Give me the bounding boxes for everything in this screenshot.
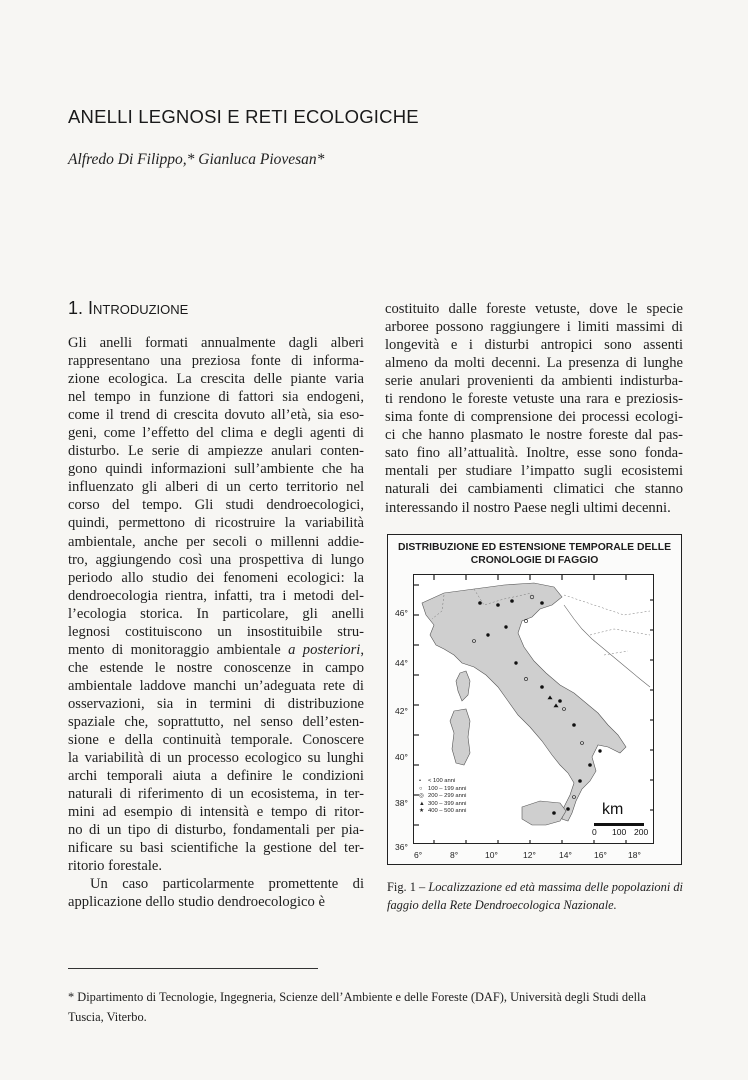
figure-title-line-2: CRONOLOGIE DI FAGGIO	[470, 555, 599, 566]
body-line: longevità e i disturbi antropici sono assenti	[385, 337, 683, 354]
figure-caption	[387, 878, 687, 914]
body-line: interessando il nostro Paese negli ultimi decenni.	[385, 499, 671, 516]
legend-entry: 200 – 299 anni	[428, 793, 467, 800]
body-line: osservazioni, sia in termini di distribuzione	[68, 695, 364, 712]
article-title: ANELLI LEGNOSI E RETI ECOLOGICHE	[68, 106, 419, 127]
lon-label: 8°	[450, 850, 459, 860]
body-line: zione ecologica. La crescita delle piante varia	[68, 371, 364, 388]
body-line: dendroecologia rientra, infatti, tra i metodi del-	[68, 587, 364, 604]
body-line: nel tempo in funzione di fattori sia endogeni,	[68, 389, 364, 406]
caption-text: Localizzazione ed età massima delle popolazioni di faggio della Rete Dendroecologica Nazionale.	[387, 880, 683, 912]
body-line: mentali per studiare l’impatto sugli ecosistemi	[385, 463, 683, 480]
body-line: Gli anelli formati annualmente dagli alberi	[68, 335, 364, 351]
body-line: spaziale che, soprattutto, nel senso dell’esten-	[68, 713, 364, 730]
scale-bar-line	[594, 823, 644, 826]
body-line: geni, come l’effetto del clima e degli agenti di	[68, 425, 364, 442]
body-line: ambientale, anche per secoli o millenni addie-	[68, 533, 364, 550]
lat-label: 44°	[395, 658, 408, 668]
corsica-landmass	[456, 671, 470, 701]
body-column-right	[385, 300, 683, 517]
body-line: periodo allo studio dei fenomeni ecologici: la	[68, 569, 364, 586]
lat-label: 46°	[395, 608, 408, 618]
body-line: la variabilità di un processo ecologico su lunghi	[68, 750, 364, 767]
lon-label: 14°	[559, 850, 572, 860]
body-line: disturbo. Le serie di ampiezze anulari conten-	[68, 443, 364, 460]
circle-icon: ○	[419, 785, 423, 792]
body-line: sima fonte di comprensione dei processi ecologi-	[385, 409, 683, 426]
body-line: Un caso particolarmente promettente di	[90, 876, 364, 893]
map-legend	[419, 778, 466, 816]
body-line: ci che hanno plasmato le nostre foreste dal pas-	[385, 427, 683, 444]
legend-entry: 400 – 500 anni	[428, 808, 467, 815]
body-line: ti rendono le foreste vetuste una rara e preziosis-	[385, 391, 683, 408]
body-line: nificare su basi scientifiche la gestione del ter-	[68, 840, 364, 857]
legend-entry: 100 – 199 anni	[428, 785, 467, 792]
body-line: gono quindi informazioni sull’ambiente che ha	[68, 461, 364, 478]
figure-title	[388, 541, 681, 567]
body-line: corso del tempo. Gli studi dendroecologici,	[68, 497, 364, 514]
body-line: mento di monitoraggio ambientale a posteriori,	[68, 641, 364, 658]
body-column-left	[68, 334, 364, 912]
footnote-divider	[68, 968, 318, 969]
scale-tick: 200	[634, 827, 649, 837]
footnote: * Dipartimento di Tecnologie, Ingegneria, Scienze dell’Ambiente e delle Foreste (DAF), Università degli Studi della Tuscia, Viterbo.	[68, 990, 647, 1024]
scale-tick: 0	[592, 827, 597, 837]
body-line: rappresentano una preziosa fonte di informa-	[68, 353, 364, 370]
lon-label: 16°	[594, 850, 607, 860]
section-heading: 1. Introduzione	[68, 298, 189, 318]
body-line: sione e della continuità temporale. Conoscere	[68, 732, 364, 749]
lat-label: 40°	[395, 752, 408, 762]
body-line: ritorio forestale.	[68, 858, 163, 875]
sardinia-landmass	[450, 709, 470, 765]
body-line: quindi, permettono di ricostruire la variabilità	[68, 515, 364, 532]
body-line: tro, aggiungendo così una prospettiva di lungo	[68, 551, 364, 568]
body-line: influenzato gli alberi di un certo territorio nel	[68, 479, 364, 496]
body-line: naturali dei cambiamenti climatici che stanno	[385, 481, 683, 498]
body-line: naturali di riferimento di un ecosistema, in ter-	[68, 786, 364, 803]
body-line: ambientale laddove manchi un’adeguata rete di	[68, 677, 364, 694]
body-line: archi temporali aiuta a definire le condizioni	[68, 768, 364, 785]
body-line: come il trend di crescita dovuto all’età, sia eso-	[68, 407, 364, 424]
lat-label: 42°	[395, 706, 408, 716]
lon-label: 12°	[523, 850, 536, 860]
triangle-icon: ▲	[419, 800, 425, 807]
scale-tick: 100	[612, 827, 627, 837]
body-line: che estende le nostre conoscenze in campo	[68, 659, 364, 676]
caption-prefix: Fig. 1 –	[387, 880, 429, 894]
body-line: sato fino all’attualità. Inoltre, esse sono fonda-	[385, 445, 683, 462]
body-line: serie anulari provenienti da ambienti indisturba-	[385, 373, 683, 390]
body-line: arboree possono raggiungere i limiti massimi di	[385, 319, 683, 336]
legend-entry: 300 – 399 anni	[428, 800, 467, 807]
scale-unit: km	[602, 801, 624, 818]
body-line: applicazione dello studio dendroecologico è	[68, 894, 325, 911]
lon-label: 18°	[628, 850, 641, 860]
body-line: legnosi costituiscono un insostituibile stru-	[68, 623, 364, 640]
ring-icon: ◎	[419, 793, 425, 800]
body-line: costituito dalle foreste vetuste, dove le specie	[385, 301, 683, 317]
star-icon: ★	[419, 808, 425, 815]
dot-icon: •	[419, 778, 422, 784]
legend-entry: < 100 anni	[428, 778, 456, 784]
sicily-landmass	[522, 801, 566, 825]
body-line: l’ecologia storica. In particolare, gli anelli	[68, 605, 364, 622]
body-line: no di un tipo di disturbo, fondamentali per pia-	[68, 822, 364, 839]
figure-title-line-1: DISTRIBUZIONE ED ESTENSIONE TEMPORALE DELLE	[397, 542, 672, 553]
body-line: mini ad esempio di intensità e tempo di ritor-	[68, 804, 364, 821]
body-line: almeno da molti decenni. La presenza di lunghe	[385, 355, 683, 372]
lat-label: 36°	[395, 842, 408, 852]
lat-label: 38°	[395, 798, 408, 808]
lon-label: 10°	[485, 850, 498, 860]
lon-label: 6°	[414, 850, 423, 860]
author-line: Alfredo Di Filippo,* Gianluca Piovesan*	[68, 151, 325, 168]
balkan-coast	[564, 605, 650, 687]
